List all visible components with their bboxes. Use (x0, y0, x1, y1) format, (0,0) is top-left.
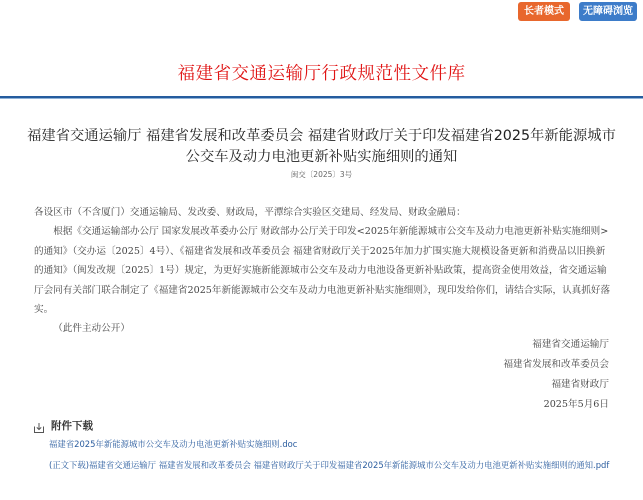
top-toolbar (0, 0, 643, 24)
signature-development-commission: 福建省发展和改革委员会 (503, 359, 609, 370)
body-paragraph: 根据《交通运输部办公厅 国家发展改革委办公厅 财政部办公厅关于印发<2025年新能源城市公交车及动力电池更新补贴实施细则>的通知》（交办运〔2025〕4号）、《福建省发展和改革委员会 福建省财政厅关于2025年加力扩围实施大规模设备更新和消费品以旧换新的通知》（闽发改规〔2025〕1号）规定，为更好实施新能源城市公交车及动力电池设备更新补贴政策，提高资金使用效益，省交通运输厅会同有关部门联合制定了《福建省2025年新能源城市公交车及动力电池更新补贴实施细则》，现印发给你们，请结合实际，认真抓好落实。 (34, 226, 611, 316)
document-date: 2025年5月6日 (543, 399, 609, 410)
elder-mode-button[interactable]: 长者模式 (518, 2, 570, 21)
site-title: 福建省交通运输厅行政规范性文件库 (177, 64, 466, 84)
site-header (0, 40, 643, 96)
disclosure-note: （此件主动公开） (53, 323, 130, 335)
attachments-title: 附件下载 (51, 419, 93, 432)
header-divider (0, 96, 643, 99)
document-title-line1: 福建省交通运输厅 福建省发展和改革委员会 福建省财政厅关于印发福建省2025年新能源城市 (27, 128, 616, 144)
signature-block (503, 335, 609, 415)
document-title-line2: 公交车及动力电池更新补贴实施细则的通知 (185, 149, 458, 165)
attachments-header (33, 417, 93, 433)
document-title (20, 126, 623, 168)
signature-finance-dept: 福建省财政厅 (551, 379, 609, 390)
document-number: 闽交〔2025〕3号 (290, 170, 353, 179)
download-icon (33, 419, 45, 431)
attachment-link-doc[interactable]: 福建省2025年新能源城市公交车及动力电池更新补贴实施细则.doc (49, 439, 298, 449)
addressee: 各设区市（不含厦门）交通运输局、发改委、财政局，平潭综合实验区交建局、经发局、财政金融局： (34, 207, 466, 218)
signature-transport-dept: 福建省交通运输厅 (532, 339, 609, 350)
accessible-browse-button[interactable]: 无障碍浏览 (579, 2, 637, 21)
document-body (34, 203, 614, 339)
attachment-link-pdf[interactable]: (正文下载)福建省交通运输厅 福建省发展和改革委员会 福建省财政厅关于印发福建省2025年新能源城市公交车及动力电池更新补贴实施细则的通知.pdf (49, 460, 610, 470)
